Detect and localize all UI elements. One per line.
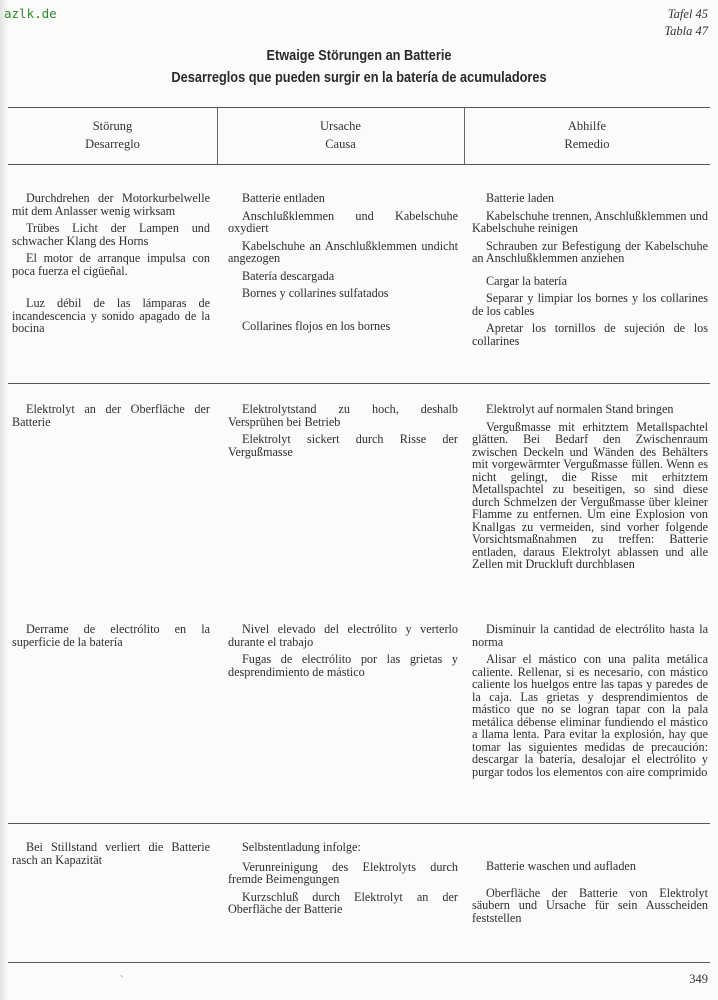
stoerung-item: Luz débil de las lámparas de incandescencia y sonido apagado de la bocina (12, 296, 210, 335)
abhilfe-item: Vergußmasse mit erhitztem Metallspachtel glätten. Bei Bedarf den Zwischenraum zwischen Deckeln und Wänden des Behälters mit vorgewärmter Vergußmasse füllen. Wenn es nicht gelingt, die Risse mit erhitztem Metallspachtel zu beseitigen, so sind diese durch Schmelzen der Vergußmasse über kleiner Flamme zu entfernen. Um eine Explosion von Knallgas zu vermeiden, sind vorher folgende Vorsichtsmaßnahmen zu treffen: Batterie entladen, daraus Elektrolyt ablassen und alle Zellen mit Druckluft durchblasen (472, 419, 708, 571)
ursache-item: Elektrolytstand zu hoch, deshalb Versprühen bei Betrieb (228, 402, 458, 429)
section-3-ursache (228, 623, 458, 683)
ursache-item: Elektrolyt sickert durch Risse der Vergußmasse (228, 432, 458, 459)
abhilfe-item: Cargar la batería (486, 273, 567, 288)
ursache-item: Verunreinigung des Elektrolyts durch fremde Beimengungen (228, 859, 458, 886)
abhilfe-item: Apretar los tornillos de sujeción de los collarines (472, 321, 708, 348)
column-header-label-es: Remedio (564, 137, 610, 151)
table-top-rule (8, 107, 710, 108)
column-header-label-de: Abhilfe (567, 119, 607, 133)
section-divider (8, 823, 710, 824)
stoerung-item: Trübes Licht der Lampen und schwacher Klang des Horns (12, 221, 210, 248)
abhilfe-item: Disminuir la cantidad de electrólito hasta la norma (472, 622, 708, 649)
stoerung-item: Elektrolyt an der Oberfläche der Batterie (12, 402, 210, 429)
scan-speck: ` (120, 975, 124, 986)
page-number: 349 (689, 972, 708, 986)
page-title-es: Desarreglos que pueden surgir en la batería de acumuladores (171, 70, 547, 86)
abhilfe-item: Kabelschuhe trennen, Anschlußklemmen und Kabelschuhe reinigen (472, 208, 708, 235)
table-number (664, 6, 708, 40)
stoerung-item: Bei Stillstand verliert die Batterie rasch an Kapazität (12, 840, 210, 867)
abhilfe-item: Batterie laden (486, 191, 555, 205)
column-header-label-es: Desarreglo (85, 137, 140, 151)
table-number-es: Tabla 47 (664, 24, 708, 38)
section-1-abhilfe (472, 192, 708, 352)
abhilfe-item: Separar y limpiar los bornes y los collarines de los cables (472, 291, 708, 318)
abhilfe-item: Batterie waschen und aufladen (486, 859, 636, 873)
section-4-abhilfe (472, 860, 708, 929)
section-4-ursache (228, 841, 458, 921)
table-number-de: Tafel 45 (667, 7, 708, 21)
section-3-stoerung (12, 623, 210, 653)
column-header-abhilfe (464, 117, 710, 153)
table-header-rule (8, 164, 710, 165)
section-3-abhilfe (472, 623, 708, 783)
ursache-item: Bornes y collarines sulfatados (242, 286, 389, 300)
section-1-stoerung (12, 192, 210, 340)
section-2-stoerung (12, 403, 210, 433)
column-header-stoerung (8, 117, 217, 153)
stoerung-item: El motor de arranque impulsa con poca fuerza el cigüeñal. (12, 251, 210, 278)
section-1-ursache (228, 192, 458, 337)
section-4-stoerung (12, 841, 210, 871)
table-bottom-rule (8, 962, 710, 963)
section-2-abhilfe (472, 403, 708, 576)
ursache-item: Kurzschluß durch Elektrolyt an der Oberfläche der Batterie (228, 889, 458, 916)
abhilfe-item: Elektrolyt auf normalen Stand bringen (486, 402, 674, 416)
stoerung-item: Durchdrehen der Motorkurbelwelle mit dem Anlasser wenig wirksam (12, 191, 210, 218)
stoerung-item: Derrame de electrólito en la superficie de la batería (12, 622, 210, 649)
page-title-de: Etwaige Störungen an Batterie (266, 48, 452, 64)
ursache-item: Selbstentladung infolge: (242, 840, 361, 854)
ursache-item: Anschlußklemmen und Kabelschuhe oxydiert (228, 208, 458, 235)
watermark: azlk.de (4, 6, 57, 21)
abhilfe-item: Schrauben zur Befestigung der Kabelschuhe an Anschlußklemmen anziehen (472, 238, 708, 265)
ursache-item: Fugas de electrólito por las grietas y desprendimiento de mástico (228, 652, 458, 679)
section-2-ursache (228, 403, 458, 463)
section-divider (8, 383, 710, 384)
column-header-label-es: Causa (325, 137, 356, 151)
column-header-label-de: Störung (92, 119, 133, 133)
ursache-item: Collarines flojos en los bornes (242, 318, 391, 333)
ursache-item: Nivel elevado del electrólito y verterlo durante el trabajo (228, 622, 458, 649)
abhilfe-item: Oberfläche der Batterie von Elektrolyt säubern und Ursache für sein Ausscheiden feststellen (472, 885, 708, 925)
scan-edge-shadow (0, 0, 8, 1000)
ursache-item: Kabelschuhe an Anschlußklemmen undicht angezogen (228, 238, 458, 265)
ursache-item: Batería descargada (242, 268, 335, 283)
ursache-item: Batterie entladen (242, 191, 325, 205)
column-header-ursache (217, 117, 464, 153)
column-header-label-de: Ursache (320, 119, 361, 133)
abhilfe-item: Alisar el mástico con una palita metálica caliente. Rellenar, si es necesario, con mástico caliente los huelgos entre las tapas y paredes de la caja. Las grietas y desprendimientos de mástico que no se logran tapar con la pala metálica débense eliminar fundiendo el mástico a llama lenta. Para evitar la explosión, hay que tomar las siguientes medidas de precaución: descargar la batería, desalojar el electrólito y purgar todos los elementos con aire comprimido (472, 652, 708, 779)
